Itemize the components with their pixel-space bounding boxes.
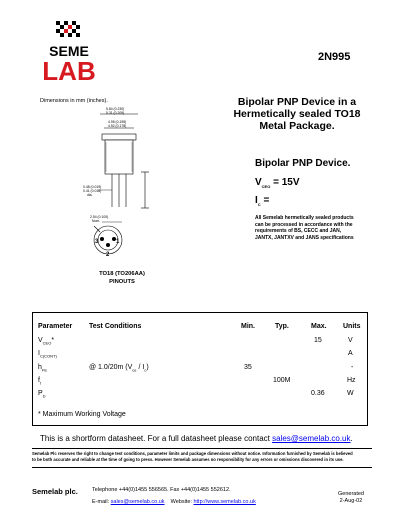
header-units: Units	[343, 323, 361, 330]
disclaimer-line-1: Semelab Plc reserves the right to change test conditions, parameter limits and package dimensions without notice. Information furnished by Semelab is believed	[32, 451, 353, 456]
note-line-4: JANTX, JANTXV and JANS specifications	[255, 234, 354, 241]
pinout-line-2: PINOUTS	[109, 279, 135, 285]
pinouts-label	[92, 270, 152, 286]
table-footnote: * Maximum Working Voltage	[38, 411, 126, 418]
dim-top1: 5.84 (0.230)	[106, 107, 125, 111]
divider	[32, 448, 372, 449]
cell-units: A	[348, 350, 353, 357]
table-row	[38, 350, 57, 358]
pin-label-1: 1	[116, 239, 120, 245]
website-label: Website:	[164, 499, 194, 505]
cell-max: 15	[314, 337, 322, 344]
cell-typ: 100M	[273, 377, 291, 384]
pin-label-3: 3	[95, 239, 99, 245]
shortform-end: .	[350, 434, 353, 443]
dim-mid2: 4.52 (0.178)	[108, 124, 127, 128]
header-max: Max.	[311, 323, 327, 330]
spec-ic	[255, 195, 269, 207]
semelab-logo	[38, 14, 100, 86]
table-row	[38, 390, 46, 398]
dim-pin1: 2.54 (0.100)	[90, 215, 109, 219]
cond-sub: c	[144, 367, 147, 373]
sales-email-link[interactable]: sales@semelab.co.uk	[272, 434, 351, 443]
footer-company: Semelab plc.	[32, 487, 78, 496]
param-symbol: f	[38, 377, 40, 384]
dim-top2: 5.31 (0.209)	[106, 111, 125, 115]
param-sup: *	[51, 337, 55, 344]
pinout-line-1: TO18 (TO206AA)	[99, 271, 145, 277]
dim-lead3: dia.	[87, 193, 93, 197]
device-subtitle: Bipolar PNP Device.	[255, 158, 351, 169]
cond-mid: / I	[136, 364, 145, 371]
vceo-label: V	[255, 177, 262, 188]
footer-phone: Telephone +44(0)1455 556565. Fax +44(0)1455 552612.	[92, 487, 231, 493]
footer-contact	[92, 499, 256, 505]
note-line-1: All Semelab hermetically sealed products	[255, 215, 354, 221]
logo-grid-icon	[56, 21, 84, 41]
cell-units: V	[348, 337, 353, 344]
cell-min: 35	[244, 364, 252, 371]
dimensions-note: Dimensions in mm (inches).	[40, 98, 108, 104]
param-symbol: h	[38, 364, 42, 371]
generated-info	[331, 491, 371, 505]
param-sub: t	[39, 380, 42, 386]
table-row	[38, 364, 47, 372]
cell-max: 0.36	[311, 390, 325, 397]
divider	[32, 467, 372, 468]
ic-label: I	[255, 195, 258, 206]
cond-sub: ce	[132, 367, 137, 373]
cell-units: W	[347, 390, 354, 397]
ic-value: =	[263, 195, 270, 206]
brand-top: SEME	[49, 43, 89, 59]
dim-mid1: 4.95 (0.195)	[108, 120, 127, 124]
param-sub: FE	[41, 367, 48, 373]
title-line-2: Hermetically sealed TO18	[233, 108, 361, 120]
disclaimer	[32, 451, 372, 463]
processing-note	[255, 215, 385, 241]
dim-pin2: Nom.	[92, 219, 101, 223]
param-symbol: P	[38, 390, 43, 397]
cell-test-condition	[89, 364, 149, 372]
vceo-sub: CEO	[261, 184, 271, 189]
table-row	[38, 377, 41, 385]
vceo-value: = 15V	[273, 177, 300, 188]
pin-label-2: 2	[106, 252, 110, 258]
device-title	[222, 96, 372, 132]
dim-lead2: 0.41 (0.016)	[83, 189, 102, 193]
disclaimer-line-2: to be both accurate and reliable at the time of going to press. However Semelab assumes no responsibility for any errors or omissions discovered in its use.	[32, 457, 344, 462]
ic-sub: C	[257, 202, 261, 207]
dim-lead1: 0.48 (0.019)	[83, 185, 102, 189]
footer-email-link[interactable]: sales@semelab.co.uk	[110, 499, 165, 505]
spec-vceo	[255, 177, 300, 189]
cond-end: )	[146, 364, 149, 371]
header-typ: Typ.	[275, 323, 289, 330]
param-symbol: V	[38, 337, 43, 344]
generated-label: Generated	[338, 491, 364, 497]
note-line-3: requirements of BS, CECC and JAN,	[255, 228, 342, 234]
header-test-conditions: Test Conditions	[89, 323, 142, 330]
part-number: 2N995	[318, 51, 351, 63]
generated-date: 2-Aug-02	[339, 498, 363, 504]
param-sub: C(CONT)	[39, 353, 57, 359]
note-line-2: can be processed in accordance with the	[255, 221, 353, 228]
shortform-text: This is a shortform datasheet. For a full datasheet please contact	[40, 434, 273, 443]
footer-website-link[interactable]: http://www.semelab.co.uk	[193, 499, 256, 505]
header-min: Min.	[241, 323, 255, 330]
brand-bottom: LAB	[42, 56, 96, 86]
title-line-3: Metal Package.	[259, 120, 335, 132]
param-sub: CEO	[42, 340, 52, 346]
table-row	[38, 337, 54, 345]
param-sub: D	[42, 393, 46, 399]
cell-units: -	[351, 364, 354, 371]
header-parameter: Parameter	[38, 323, 73, 330]
email-label: E-mail:	[92, 499, 111, 505]
shortform-notice	[40, 434, 353, 443]
cell-units: Hz	[347, 377, 356, 384]
cond-text: @ 1.0/20m (V	[89, 364, 133, 371]
param-symbol: I	[38, 350, 40, 357]
title-line-1: Bipolar PNP Device in a	[237, 96, 357, 108]
